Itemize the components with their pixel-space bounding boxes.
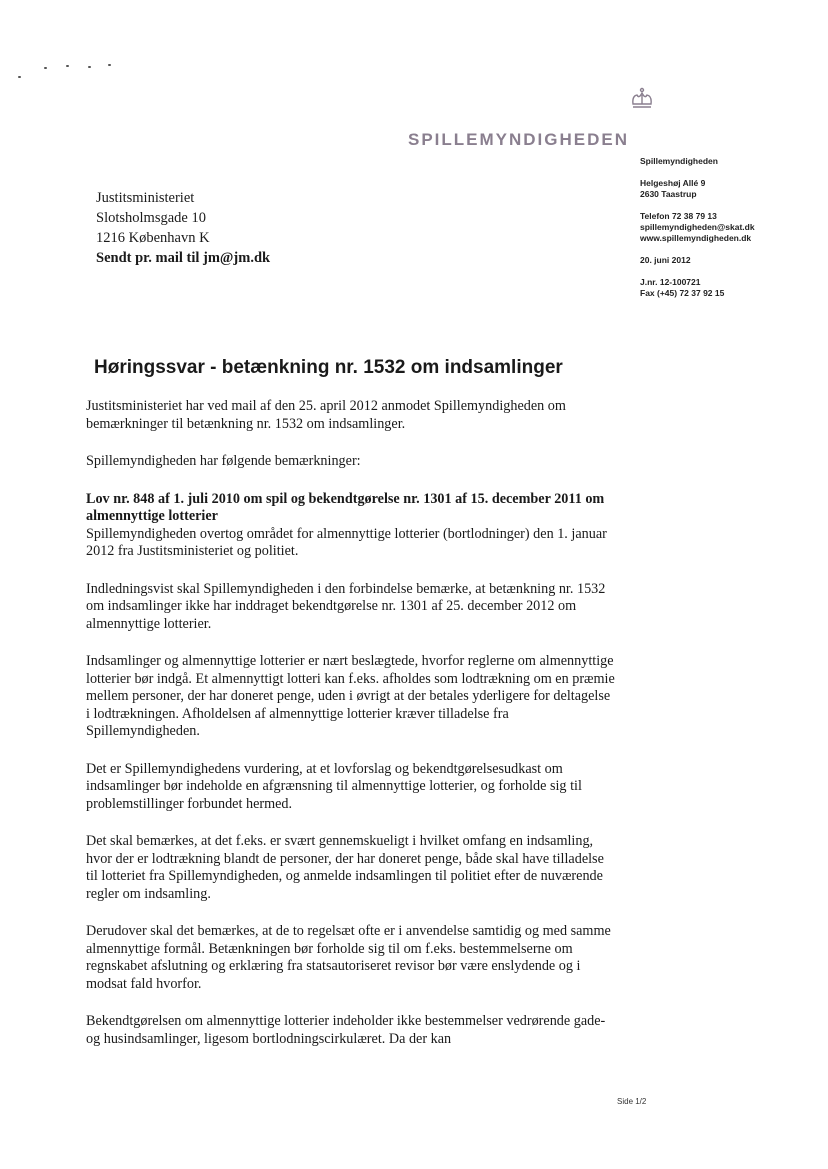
sent-via: Sendt pr. mail til jm@jm.dk (96, 250, 271, 266)
sender-name: Spillemyndigheden (640, 156, 718, 166)
recipient-address (96, 188, 396, 268)
paragraph: Indledningsvist skal Spillemyndigheden i den forbindelse bemærke, at betænkning nr. 1532 om indsamlinger ikke har inddraget bekendtgørelse nr. 1301 af 25. december 2012 om almennyttige lotterier. (86, 580, 606, 632)
paragraph: Justitsministeriet har ved mail af den 25. april 2012 anmodet Spillemyndigheden om bemærkninger til betænkning nr. 1532 om indsamlinger. (86, 398, 566, 432)
scan-artifacts (18, 62, 118, 82)
recipient-name: Justitsministeriet (96, 190, 195, 206)
paragraph: Det skal bemærkes, at det f.eks. er svært gennemskueligt i hvilket omfang en indsamling, hvor der er lodtrækning blandt de personer, der har doneret penge, både skal have tilladelse til lotteriet fra Spillemyndigheden, og anmelde indsamlingen til politiet efter de nuværende regler om indsamling. (86, 833, 604, 902)
sender-email: spillemyndigheden@skat.dk (640, 222, 755, 232)
sender-address-line2: 2630 Taastrup (640, 189, 697, 199)
sender-web: www.spillemyndigheden.dk (640, 233, 752, 243)
scan-speck (66, 65, 69, 67)
paragraph: Derudover skal det bemærkes, at de to regelsæt ofte er i anvendelse samtidig og med samme almennyttige formål. Betænkningen bør forholde sig til om f.eks. bestemmelserne om regnskabet afslutning og erklæring fra statsautoriseret revisor bør være enslydende og i modsat fald hvorfor. (86, 923, 611, 992)
recipient-city: 1216 København K (96, 230, 210, 246)
letter-date: 20. juni 2012 (640, 255, 691, 265)
scan-speck (88, 66, 91, 68)
journal-number: J.nr. 12-100721 (640, 277, 701, 287)
section-heading: Lov nr. 848 af 1. juli 2010 om spil og bekendtgørelse nr. 1301 af 15. december 2011 om almennyttige lotterier (86, 490, 605, 524)
agency-logo: SPILLEMYNDIGHEDEN (408, 130, 630, 149)
letter-subject: Høringssvar - betænkning nr. 1532 om indsamlinger (94, 357, 563, 378)
scan-speck (108, 64, 111, 66)
recipient-street: Slotsholmsgade 10 (96, 210, 206, 226)
sender-fax: Fax (+45) 72 37 92 15 (640, 288, 725, 298)
sender-info (640, 156, 820, 299)
paragraph: Bekendtgørelsen om almennyttige lotterier indeholder ikke bestemmelser vedrørende gade- og husindsamlinger, ligesom bortlodningscirkulæret. Da der kan (86, 1013, 606, 1047)
paragraph: Spillemyndigheden har følgende bemærkninger: (86, 453, 361, 469)
sender-phone: Telefon 72 38 79 13 (640, 211, 717, 221)
paragraph-law-section (86, 491, 616, 561)
scan-speck (18, 76, 21, 78)
scan-speck (44, 67, 47, 69)
sender-address-line1: Helgeshøj Allé 9 (640, 178, 706, 188)
section-body: Spillemyndigheden overtog området for almennyttige lotterier (bortlodninger) den 1. januar 2012 fra Justitsministeriet og politiet. (86, 525, 607, 559)
paragraph: Indsamlinger og almennyttige lotterier er nært beslægtede, hvorfor reglerne om almennyttige lotterier bør indgå. Et almennyttigt lotteri kan f.eks. afholdes som lodtrækning om en præmie mellem personer, der har doneret penge, uden i øvrigt at der betales yderligere for deltagelse i lodtrækningen. Afholdelsen af almennyttige lotterier kræver tilladelse fra Spillemyndigheden. (86, 653, 615, 739)
page-number: Side 1/2 (617, 1097, 647, 1106)
paragraph: Det er Spillemyndighedens vurdering, at et lovforslag og bekendtgørelsesudkast om indsamlinger bør indeholde en afgrænsning til almennyttige lotterier, og forholde sig til problemstillinger forbundet hermed. (86, 760, 582, 812)
letter-body (86, 356, 616, 1068)
crown-icon (629, 86, 655, 112)
